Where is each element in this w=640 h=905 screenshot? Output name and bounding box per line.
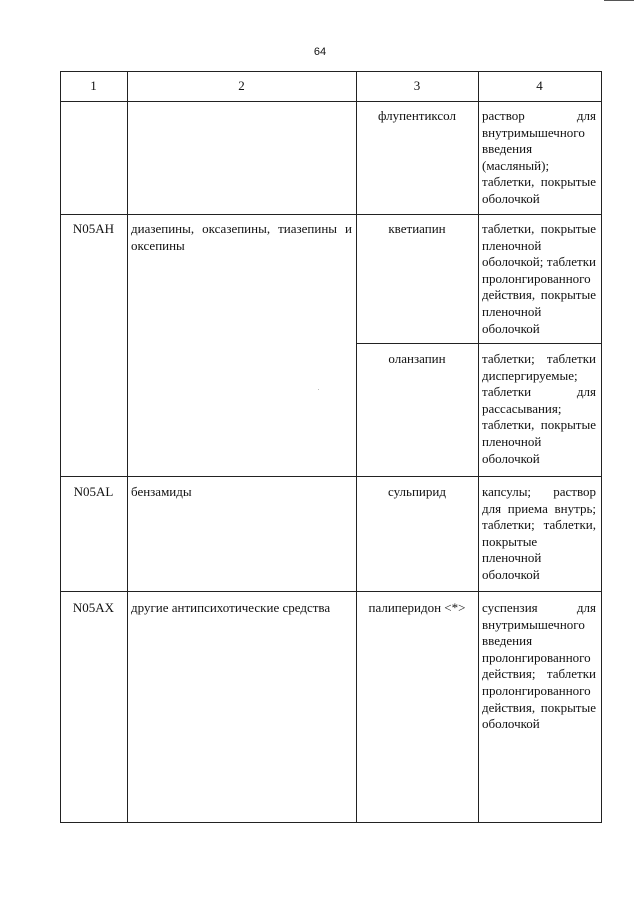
atc-code: N05AL — [73, 484, 114, 499]
scan-speck — [318, 389, 319, 390]
row-divider — [60, 214, 602, 215]
dosage-form: таблетки, покрытые пленочной оболочкой; таблетки пролонгированного действия, покрытые пленочной оболочкой — [482, 221, 596, 336]
row-divider — [60, 591, 602, 592]
row-divider-partial — [356, 343, 602, 344]
column-divider-2 — [356, 71, 357, 823]
header-col-3: 3 — [413, 78, 421, 93]
row-divider — [60, 476, 602, 477]
dosage-form: капсулы; раствор для приема внутрь; таблетки; таблетки, покрытые пленочной оболочкой — [482, 484, 596, 582]
table-border-left — [60, 71, 61, 823]
drug-group: бензамиды — [131, 484, 192, 499]
dosage-form: таблетки; таблетки диспергируемые; таблетки для рассасывания; таблетки, покрытые пленочной оболочкой — [482, 351, 596, 466]
page-number: 64 — [313, 46, 327, 58]
drug-name: палиперидон <*> — [368, 600, 466, 615]
dosage-form: раствор для внутримышечного введения (масляный); таблетки, покрытые оболочкой — [482, 108, 596, 206]
header-col-2: 2 — [238, 78, 245, 93]
drug-group: другие антипсихотические средства — [131, 600, 331, 615]
header-col-1: 1 — [90, 78, 97, 93]
table-border-top — [60, 71, 602, 72]
drug-name: кветиапин — [388, 221, 446, 236]
column-divider-3 — [478, 71, 479, 823]
column-divider-1 — [127, 71, 128, 823]
drug-name: оланзапин — [388, 351, 446, 366]
drug-name: флупентиксол — [378, 108, 456, 123]
table-border-bottom — [60, 822, 602, 823]
drug-name: сульпирид — [388, 484, 446, 499]
table-border-right — [601, 71, 602, 823]
atc-code: N05AX — [72, 600, 115, 615]
drug-group: диазепины, оксазепины, тиазепины и оксепины — [131, 221, 352, 253]
page-corner-mark — [604, 0, 634, 10]
header-divider — [60, 101, 602, 102]
atc-code: N05AH — [72, 221, 115, 236]
drug-table — [60, 71, 602, 823]
header-col-4: 4 — [536, 78, 543, 93]
dosage-form: суспензия для внутримышечного введения пролонгированного действия; таблетки пролонгированного действия, покрытые оболочкой — [482, 600, 596, 732]
